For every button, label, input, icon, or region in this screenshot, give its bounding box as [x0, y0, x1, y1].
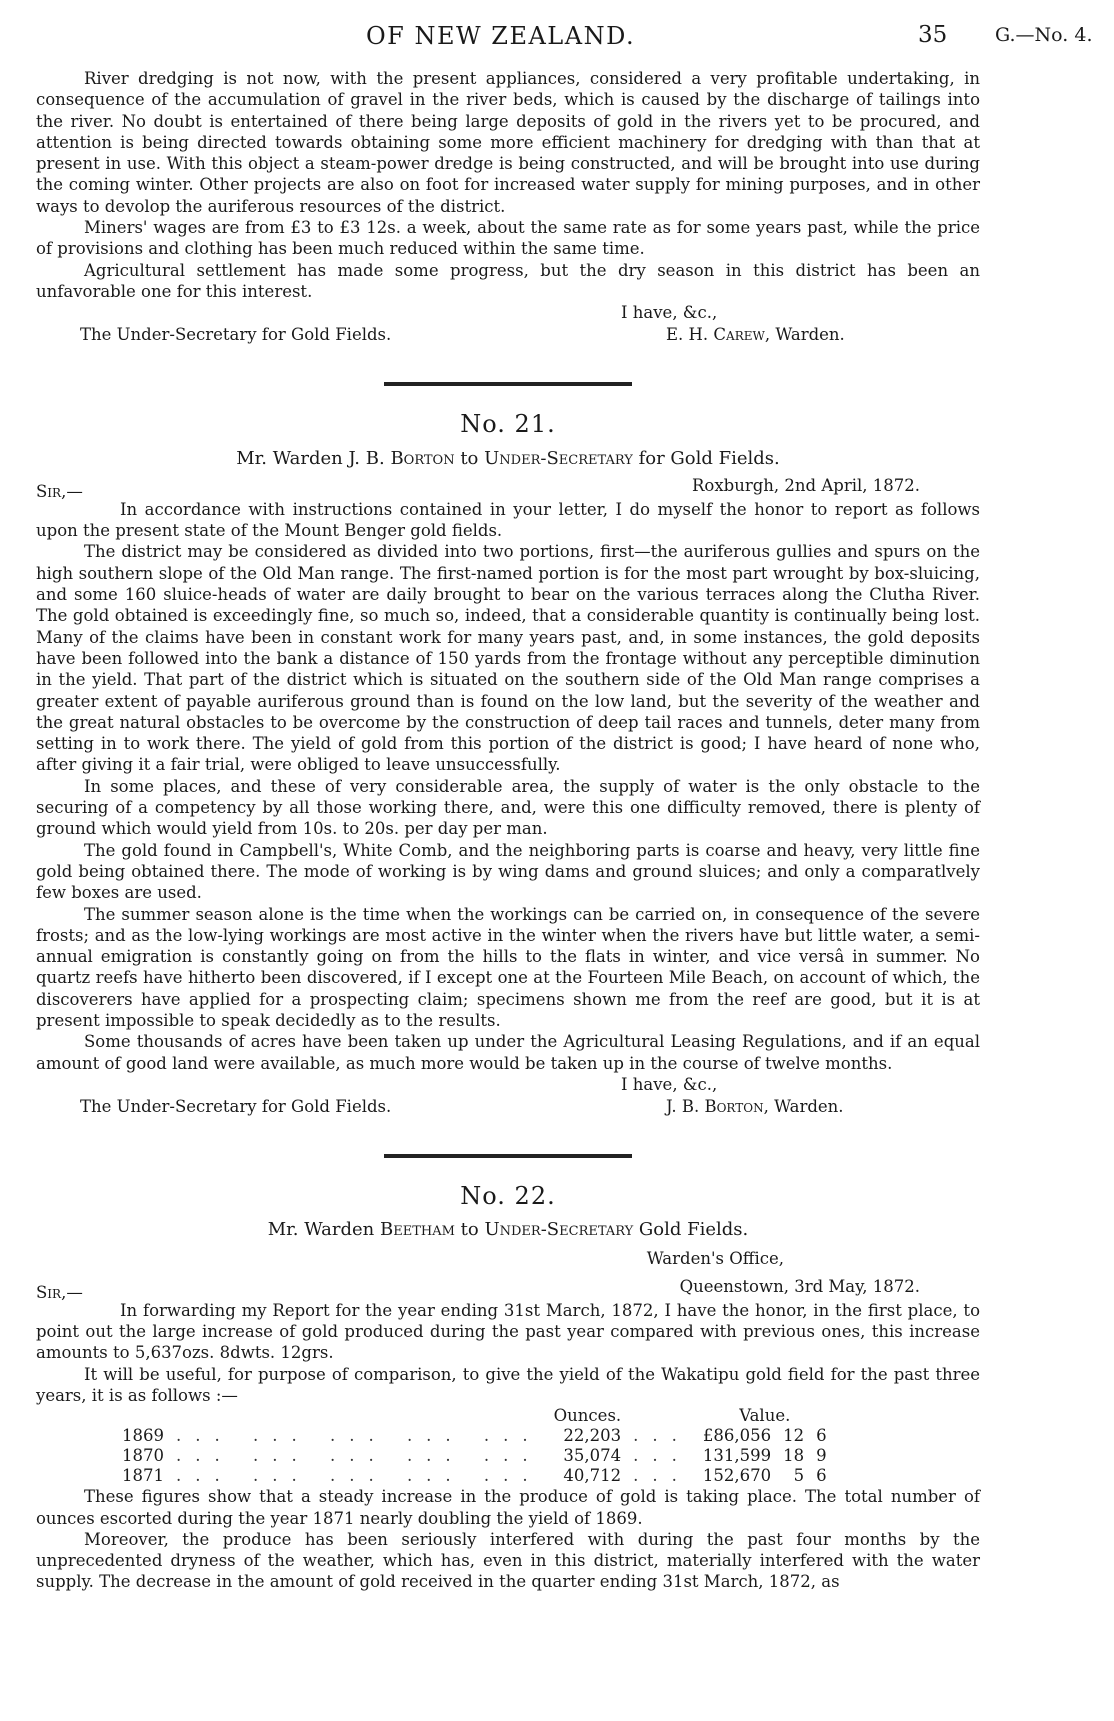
salutation-row [36, 475, 980, 499]
paragraph: Agricultural settlement has made some progress, but the dry season in this district has been an unfavorable one for this interest. [36, 260, 980, 301]
table-header-row [116, 1406, 833, 1426]
to-suffix: for Gold Fields. [638, 447, 780, 469]
signer-title: , Warden. [763, 1096, 844, 1116]
signer-initials: E. H. [666, 325, 709, 345]
paragraph: The district may be considered as divided into two portions, first—the auriferous gullies and spurs on the high southern slope of the Old Man range. The first-named portion is for the most part wrought by box-sluicing, and some 160 sluice-heads of water are daily brought to bear on the various terraces along the Clutha River. The gold obtained is exceedingly fine, so much so, indeed, that a considerable quantity is continually being lost. Many of the claims have been in constant work for many years past, and, in some instances, the gold deposits have been followed into the bank a distance of 150 yards from the frontage without any perceptible diminution in the yield. That part of the district which is situated on the southern side of the Old Man range comprises a greater extent of payable auriferous ground than is found on the low land, but the severity of the weather and the great natural obstacles to be overcome by the construction of deep tail races and tunnels, deter many from setting in to work there. The yield of gold from this portion of the district is good; I have heard of none who, after giving it a fair trial, were obliged to leave unsuccessfully. [36, 542, 980, 775]
pence-cell: 6 [816, 1466, 827, 1486]
place-date: Roxburgh, 2nd April, 1872. [692, 475, 920, 495]
from-prefix: Mr. Warden J. B. [236, 447, 385, 469]
pence-cell: 6 [816, 1426, 827, 1446]
to-name: Under-Secretary [484, 1219, 634, 1241]
shillings-cell: 12 [783, 1426, 805, 1446]
shillings-cell: 5 [793, 1466, 805, 1486]
signature-block [36, 302, 980, 346]
leader-dots: ... ... ... ... ... [176, 1426, 542, 1446]
ounces-cell: 40,712 [563, 1466, 622, 1486]
page-body [36, 68, 980, 1593]
table-row: 1869 ... ... ... ... ... 22,203 ... £86,056 12 6 [116, 1426, 833, 1446]
ounces-cell: 22,203 [563, 1426, 622, 1446]
document-reference: G.—No. 4. [995, 24, 1093, 46]
paragraph: Some thousands of acres have been taken up under the Agricultural Leasing Regulations, and if an equal amount of good land were available, as much more would be taken up in the course of twelve months. [36, 1032, 980, 1073]
letter-heading [36, 1219, 980, 1240]
yield-table [116, 1406, 833, 1486]
paragraph: The gold found in Campbell's, White Comb, and the neighboring parts is coarse and heavy, very little fine gold being obtained there. The mode of working is by wing dams and ground sluices; and only a comparatlvely few boxes are used. [36, 840, 980, 903]
pounds-cell: £86,056 [702, 1426, 772, 1446]
from-prefix: Mr. Warden [267, 1219, 375, 1241]
paragraph: In forwarding my Report for the year ending 31st March, 1872, I have the honor, in the first place, to point out the large increase of gold produced during the past year compared with previous ones, this increase amounts to 5,637ozs. 8dwts. 12grs. [36, 1300, 980, 1363]
paragraph: In some places, and these of very considerable area, the supply of water is the only obstacle to the securing of a competency by all those working there, and, were this one difficulty removed, there is plenty of ground which would yield from 10s. to 20s. per day per man. [36, 776, 980, 839]
salutation: Sir,— [36, 481, 83, 501]
closing-phrase: I have, &c., [621, 1074, 718, 1094]
section-divider [384, 1154, 632, 1158]
salutation-row [36, 1276, 980, 1300]
signer-initials: J. B. [666, 1096, 700, 1116]
paragraph: In accordance with instructions contained in your letter, I do myself the honor to report as follows upon the present state of the Mount Benger gold fields. [36, 499, 980, 541]
previous-letter-continuation [36, 68, 980, 346]
leader-dots: ... ... ... ... ... [176, 1466, 542, 1486]
page-header [0, 22, 1114, 62]
paragraph: These figures show that a steady increase in the produce of gold is taking place. The total number of ounces escorted during the year 1871 nearly doubling the yield of 1869. [36, 1487, 980, 1528]
signer-name: Borton [704, 1096, 764, 1116]
ounces-cell: 35,074 [563, 1446, 622, 1466]
to-suffix: Gold Fields. [638, 1219, 749, 1241]
office-line: Warden's Office, [646, 1249, 784, 1269]
section-divider [384, 382, 632, 386]
letter-no-21 [36, 410, 980, 1118]
recipient-line: The Under-Secretary for Gold Fields. [80, 1096, 392, 1116]
signer-title: , Warden. [764, 325, 845, 345]
signature-block [36, 1074, 980, 1118]
recipient-line: The Under-Secretary for Gold Fields. [80, 325, 392, 345]
leader-dots: ... ... ... ... ... [176, 1446, 542, 1466]
paragraph: Moreover, the produce has been seriously interfered with during the past four months by the unprecedented dryness of the weather, which has, even in this district, materially interfered with the water supply. The decrease in the amount of gold received in the quarter ending 31st March, 1872, as [36, 1529, 980, 1592]
signature [666, 324, 845, 345]
paragraph: Miners' wages are from £3 to £3 12s. a week, about the same rate as for some years past, while the price of provisions and clothing has been much reduced within the same time. [36, 218, 980, 259]
closing-phrase: I have, &c., [621, 303, 718, 323]
running-title: OF NEW ZEALAND. [366, 22, 636, 50]
shillings-cell: 18 [783, 1446, 805, 1466]
to-word: to [460, 447, 479, 469]
salutation: Sir,— [36, 1282, 83, 1302]
table-row: 1870 ... ... ... ... ... 35,074 ... 131,599 18 9 [116, 1446, 833, 1466]
place-date: Queenstown, 3rd May, 1872. [679, 1276, 920, 1296]
signer-name: Carew [713, 325, 765, 345]
from-name: Beetham [380, 1219, 455, 1241]
year-cell: 1870 [122, 1446, 164, 1466]
paragraph: The summer season alone is the time when the workings can be carried on, in consequence of the severe frosts; and as the low-lying workings are most active in the winter when the rivers have but little water, a semi-annual emigration is constantly going on from the hills to the flats in winter, and vice versâ in summer. No quartz reefs have hitherto been discovered, if I except one at the Fourteen Mile Beach, on account of which, the discoverers have applied for a prospecting claim; specimens shown me from the reef are good, but it is at present impossible to speak decidedly as to the results. [36, 904, 980, 1030]
to-word: to [460, 1219, 479, 1241]
column-header-value: Value. [739, 1406, 791, 1426]
signature [666, 1096, 844, 1117]
to-name: Under-Secretary [484, 447, 633, 469]
paragraph: It will be useful, for purpose of comparison, to give the yield of the Wakatipu gold field for the past three years, it is as follows :— [36, 1364, 980, 1405]
page-number: 35 [918, 22, 948, 48]
table-row: 1871 ... ... ... ... ... 40,712 ... 152,670 5 6 [116, 1466, 833, 1486]
column-header-ounces: Ounces. [553, 1406, 622, 1426]
pounds-cell: 152,670 [702, 1466, 772, 1486]
letter-number: No. 22. [460, 1181, 556, 1210]
paragraph: River dredging is not now, with the present appliances, considered a very profitable undertaking, in consequence of the accumulation of gravel in the river beds, which is caused by the discharge of tailings into the river. No doubt is entertained of there being large deposits of gold in the rivers yet to be procured, and attention is being directed towards obtaining some more efficient machinery for dredging with than that at present in use. With this object a steam-power dredge is being constructed, and will be brought into use during the coming winter. Other projects are also on foot for increased water supply for mining purposes, and in other ways to devolop the auriferous resources of the district. [36, 69, 980, 216]
year-cell: 1871 [122, 1466, 164, 1486]
year-cell: 1869 [122, 1426, 164, 1446]
letter-number: No. 21. [460, 410, 556, 439]
pence-cell: 9 [816, 1446, 827, 1466]
letter-no-22 [36, 1181, 980, 1593]
letter-heading [36, 448, 980, 469]
from-name: Borton [390, 447, 455, 469]
pounds-cell: 131,599 [702, 1446, 772, 1466]
